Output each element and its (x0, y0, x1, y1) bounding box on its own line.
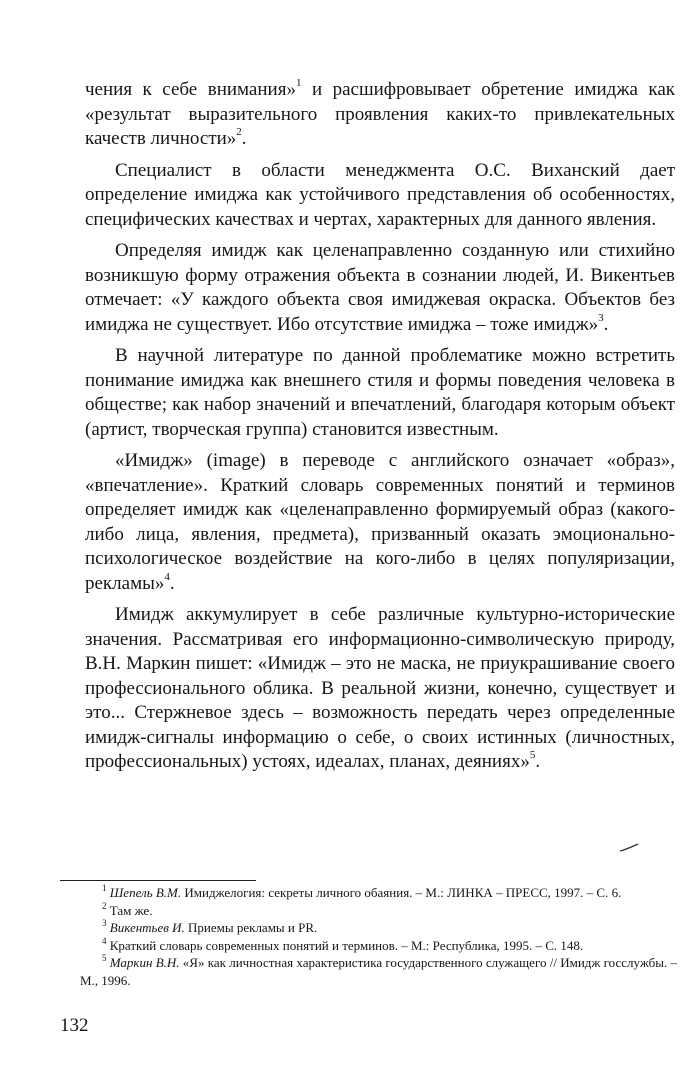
footnote-3: $^3$ Викентьев И. Приемы рекламы и PR. (102, 918, 318, 935)
footnote-divider (60, 880, 256, 881)
footnote-4: $^4$ Краткий словарь современных понятий и терминов. – М.: Республика, 1995. – С. 148. (102, 935, 584, 953)
paragraph-2: Специалист в области менеджмента О.С. Виханский дает определение имиджа как устойчивого представления об особенностях, специфических качествах и чертах, характерных для данного явления. (85, 159, 675, 230)
footnotes (80, 884, 677, 989)
footnote-1: $^1$ Шепель В.М. Имиджелогия: секреты личного обаяния. – М.: ЛИНКА – ПРЕСС, 1997. – С. 6. (102, 883, 622, 900)
paragraph-6: Имидж аккумулирует в себе различные культурно-исторические значения. Рассматривая его информационно-символическую природу, В.Н. Маркин пишет: «Имидж – это не маска, не приукрашивание своего профессионального облика. В реальной жизни, конечно, существует и это... Стержневое здесь – возможность передать через определенные имидж-сигналы информацию о себе, о своих истинных (личностных, профессиональных) устоях, идеалах, планах, деяниях»$^5$. (85, 604, 675, 772)
body-text (85, 78, 675, 775)
footnote-2: $^2$ Там же. (102, 900, 153, 918)
paragraph-4: В научной литературе по данной проблематике можно встретить понимание имиджа как внешнего стиля и формы поведения человека в обществе; как набор значений и впечатлений, благодаря которым объект (артист, творческая группа) становится известным. (85, 345, 675, 440)
paragraph-1: чения к себе внимания»$^1$ и расшифровывает обретение имиджа как «результат выразительного проявления каких-то привлекательных качеств личности»$^2$. (85, 77, 676, 149)
paragraph-5: «Имидж» (image) в переводе с английского означает «образ», «впечатление». Краткий словарь современных понятий и терминов определяет имидж как «целенаправленно формируемый образ (какого-либо лица, явления, предмета), призванный оказать эмоционально-психологическое воздействие на кого-либо в целях популяризации, рекламы»$^4$. (85, 450, 675, 594)
page-number: 132 (60, 1015, 89, 1036)
footnote-5: $^5$ Маркин В.Н. «Я» как личностная характеристика государственного служащего // Имидж госслужбы. – М., 1996. (80, 953, 677, 988)
pen-mark (618, 842, 640, 854)
paragraph-3: Определяя имидж как целенаправленно созданную или стихийно возникшую форму отражения объекта в сознании людей, И. Викентьев отмечает: «У каждого объекта своя имиджевая окраска. Объектов без имиджа не существует. Ибо отсутствие имиджа – тоже имидж»$^3$. (85, 240, 675, 335)
